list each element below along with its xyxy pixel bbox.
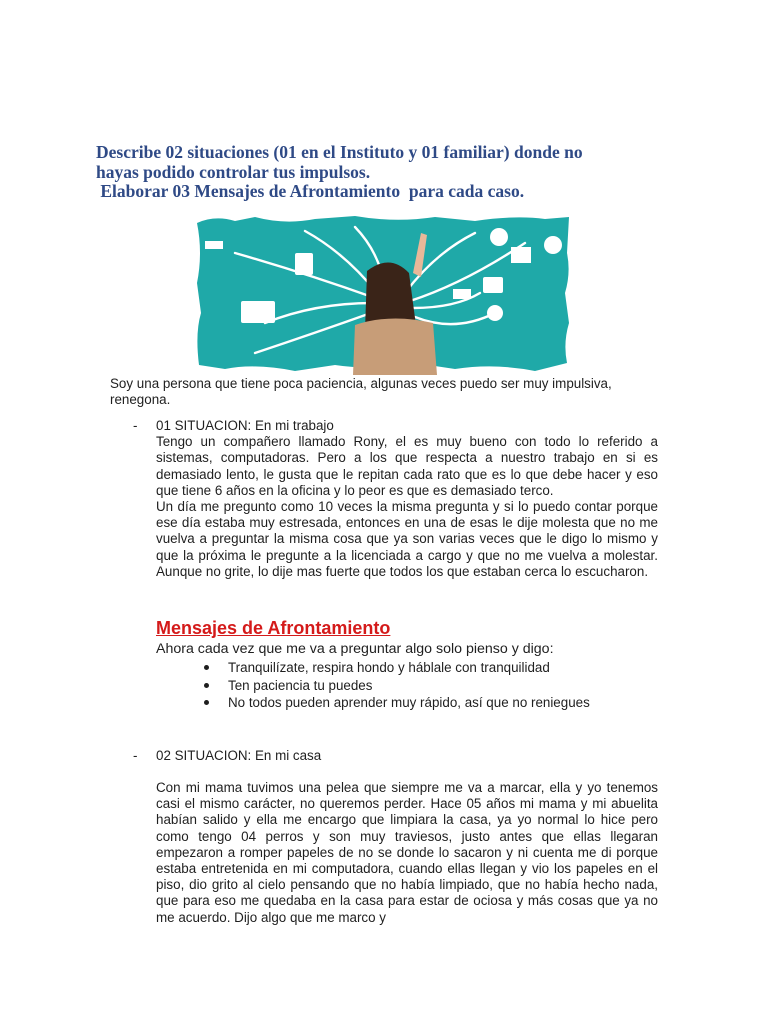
book-icon: [241, 301, 275, 323]
bullet-dot-icon: [204, 665, 209, 670]
coping-list: [200, 659, 590, 712]
coping-item-text: Ten paciencia tu puedes: [228, 677, 373, 693]
people-icon: [487, 305, 503, 321]
graduation-icon: [205, 241, 223, 249]
note-icon: [295, 253, 313, 275]
bulb-icon: [490, 228, 508, 246]
worksheet-heading: [96, 143, 696, 202]
heading-line-3: Elaborar 03 Mensajes de Afrontamiento para cada caso.: [96, 181, 525, 201]
intro-paragraph: Soy una persona que tiene poca paciencia, algunas veces puedo ser muy impulsiva, renegona.: [110, 376, 612, 408]
coping-item-text: No todos pueden aprender muy rápido, así que no reniegues: [228, 695, 590, 710]
woman-top: [353, 318, 437, 375]
situation2-title: 02 SITUACION: En mi casa: [156, 748, 322, 763]
list-item: [200, 677, 590, 695]
bullet-dot-icon: [204, 683, 209, 688]
coping-item-text: Tranquilízate, respira hondo y háblale con tranquilidad: [228, 660, 550, 675]
building-icon: [511, 247, 531, 263]
bullet-dot-icon: [204, 700, 209, 705]
situation1-section: [156, 418, 658, 580]
coping-title: Mensajes de Afrontamiento: [156, 618, 391, 638]
student-illustration: [195, 213, 571, 375]
list-item: [200, 659, 590, 677]
heading-line-2: hayas podido controlar tus impulsos.: [96, 161, 371, 182]
situation1-paragraph-2: Un día me pregunto como 10 veces la misma pregunta y si lo puedo contar porque ese día estaba muy estresada, entonces en una de esas le dije molesta que no me vuelva a preguntar la misma cosa que ya son varias veces que le digo lo mismo y que la próxima le pregunte a la licenciada a cargo y que no me vuelva a molestar. Aunque no grite, lo dije mas fuerte que todos los que estaban cerca lo escucharon.: [156, 499, 658, 579]
situation2-paragraph: Con mi mama tuvimos una pelea que siempre me va a marcar, ella y yo tenemos casi el mismo carácter, no queremos perder. Hace 05 años mi mama y mi abuelita habían salido y ella me encargo que limpiara la casa, ya yo normal lo hice pero como tengo 04 perros y son muy traviesos, justo antes que ellas llegaran empezaron a romper papeles de no se donde lo sacaron y ni cuenta me di porque estaba entretenida en mi computadora, cuando ellas llegan y vio los papeles en el piso, dio grito al cielo pensando que no había limpiado, que no había hecho nada, que para eso me quedaba en la casa para estar de ociosa y más cosas que ya no me acuerdo. Dijo algo que me marco y: [156, 780, 658, 925]
situation1-paragraph-1: Tengo un compañero llamado Rony, el es muy bueno con todo lo referido a sistemas, computadoras. Pero a los que respecta a nuestro trabajo en si es demasiado lento, le gusta que le repitan cada rato que es lo que debe hacer y eso que tiene 6 años en la oficina y lo peor es que es demasiado terco.: [156, 434, 658, 498]
situation2-dash: -: [133, 748, 138, 763]
chat-icon: [544, 236, 562, 254]
arrow-sign-icon: [453, 289, 471, 299]
card-icon: [483, 277, 503, 293]
situation1-title: 01 SITUACION: En mi trabajo: [156, 418, 334, 433]
heading-line-1: Describe 02 situaciones (01 en el Instituto y 01 familiar) donde no: [96, 142, 583, 162]
coping-intro: Ahora cada vez que me va a preguntar algo solo pienso y digo:: [156, 641, 554, 657]
situation1-dash: -: [133, 418, 138, 433]
list-item: [200, 694, 590, 712]
